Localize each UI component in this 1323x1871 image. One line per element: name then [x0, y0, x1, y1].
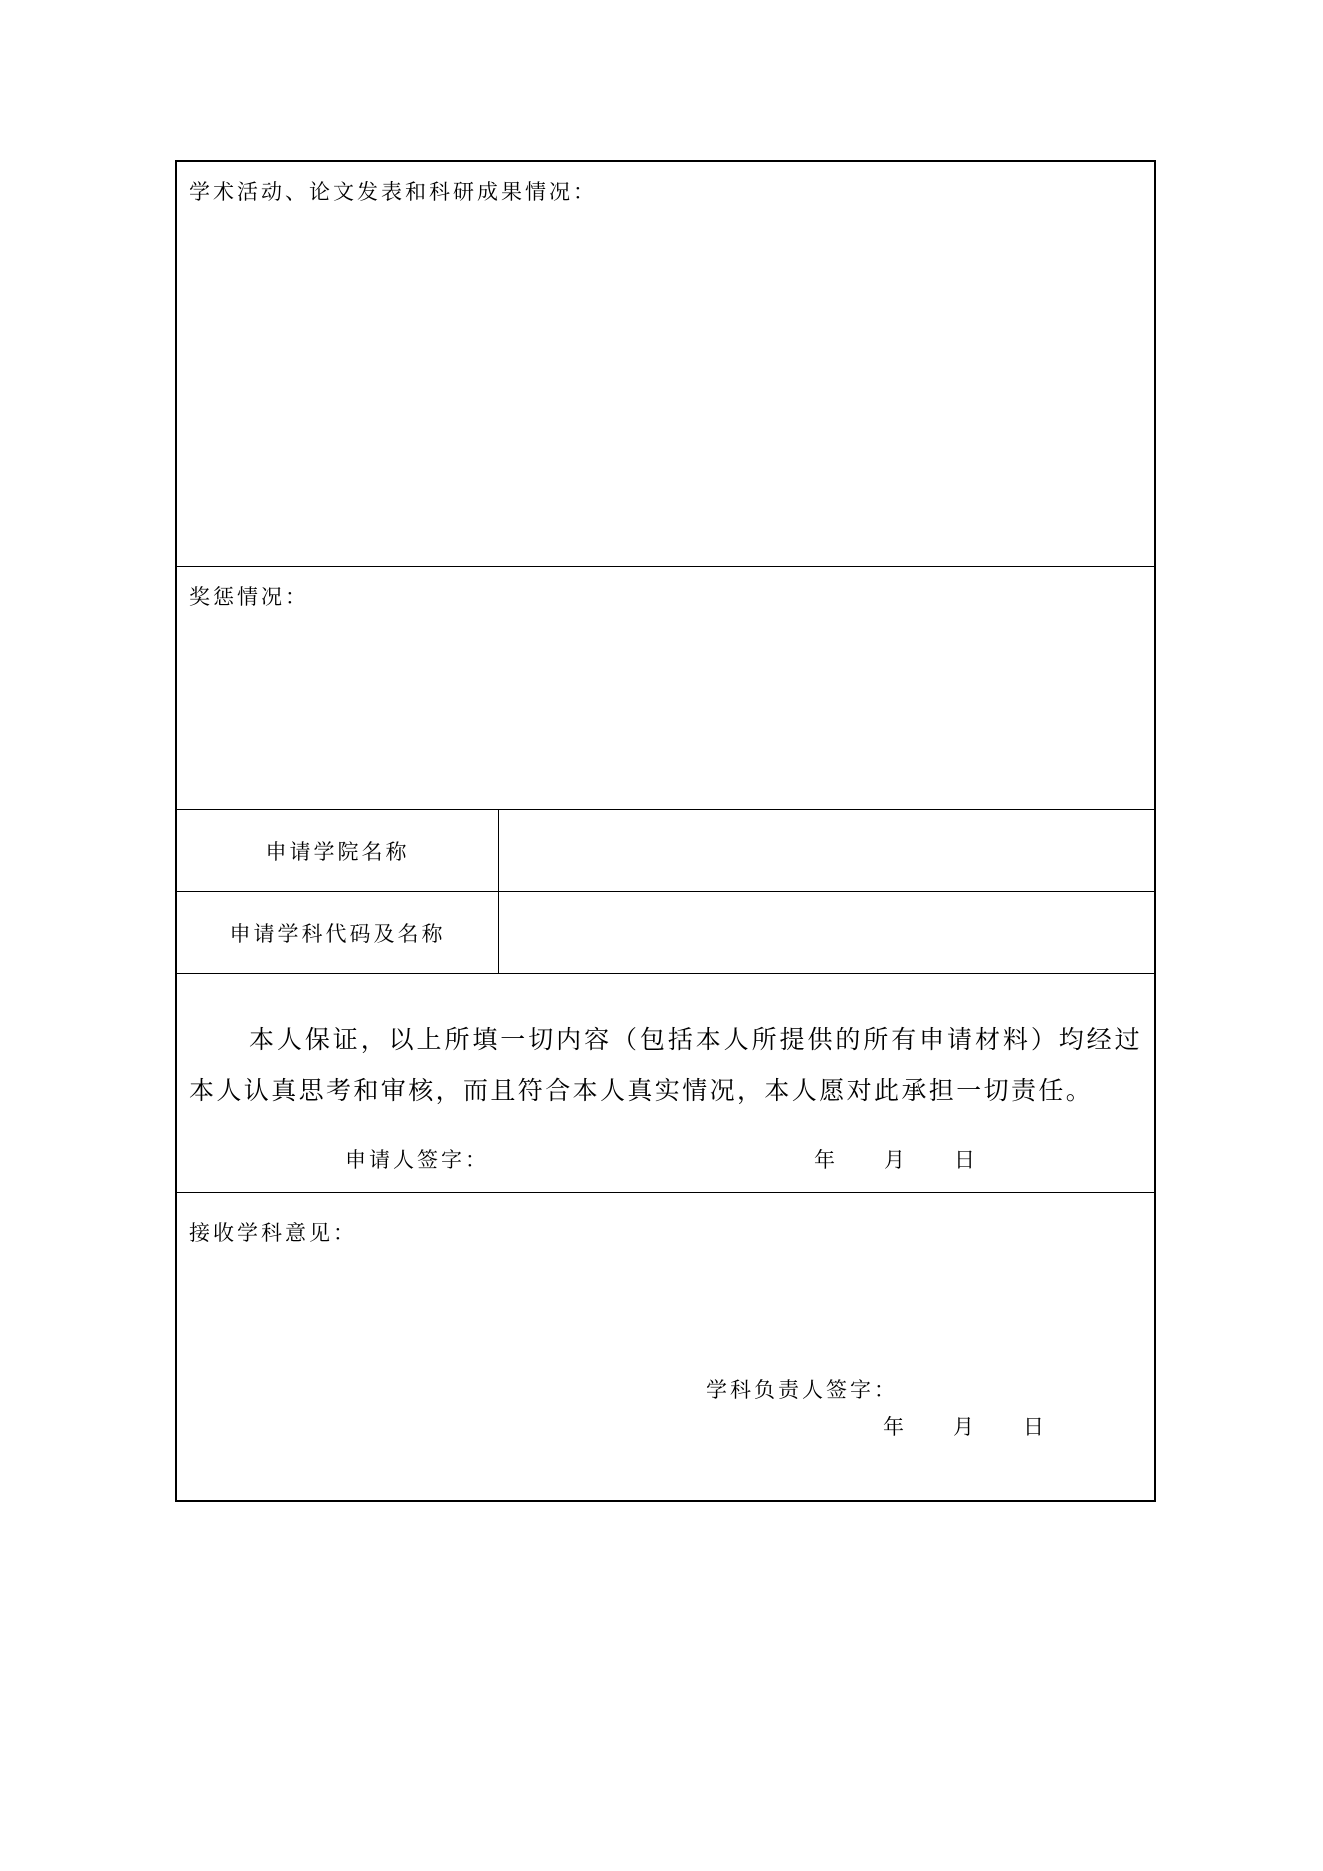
column-divider: [498, 810, 499, 973]
academic-label: 学术活动、论文发表和科研成果情况：: [189, 180, 597, 204]
awards-label: 奖惩情况：: [189, 585, 309, 609]
college-name-label: 申请学院名称: [265, 839, 410, 864]
awards-input-area[interactable]: [177, 617, 1154, 809]
academic-input-area[interactable]: [177, 212, 1154, 566]
discipline-code-name-field[interactable]: [500, 892, 1154, 973]
opinion-input-area[interactable]: [177, 1253, 1154, 1373]
opinion-date-month-label: 月: [953, 1415, 974, 1439]
awards-section: [177, 567, 1154, 809]
academic-section: [177, 162, 1154, 566]
opinion-section: [177, 1193, 1154, 1502]
applicant-signature-field[interactable]: [477, 1134, 777, 1174]
college-name-field[interactable]: [500, 810, 1154, 891]
discipline-code-name-label: 申请学科代码及名称: [229, 921, 446, 946]
declaration-text: 本人保证，以上所填一切内容（包括本人所提供的所有申请材料）均经过本人认真思考和审核，而且符合本人真实情况，本人愿对此承担一切责任。: [189, 1025, 1142, 1105]
applicant-date-year-label: 年: [814, 1148, 835, 1172]
applicant-date-month-label: 月: [884, 1148, 905, 1172]
applicant-signature-label: 申请人签字：: [345, 1148, 489, 1172]
discipline-head-signature-label: 学科负责人签字：: [706, 1378, 898, 1402]
application-form-table: [175, 160, 1156, 1502]
opinion-date-year-label: 年: [883, 1415, 904, 1439]
applicant-date-day-label: 日: [954, 1148, 975, 1172]
opinion-label: 接收学科意见：: [189, 1221, 357, 1245]
opinion-date-day-label: 日: [1023, 1415, 1044, 1439]
declaration-section: [177, 974, 1154, 1192]
